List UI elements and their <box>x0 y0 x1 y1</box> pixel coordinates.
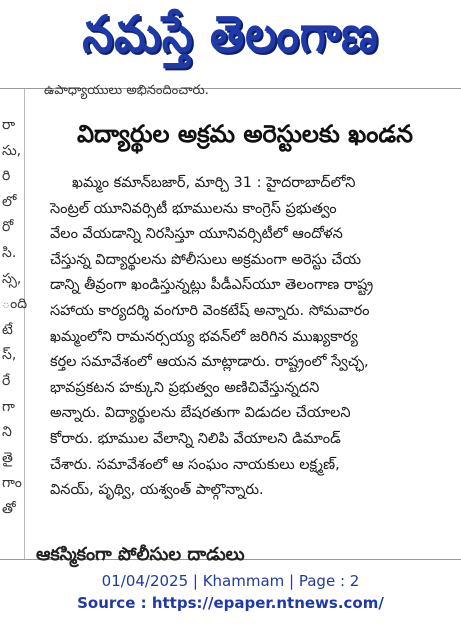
margin-fragment: తో <box>2 501 16 517</box>
article-line: ఖమ్మం కమాన్‌బజార్, మార్చి 31 : హైదరాబాద్‌లోని <box>72 175 356 191</box>
article-line: వినయ్, పృథ్వి, యశ్వంత్ పాల్గొన్నారు. <box>50 482 264 499</box>
article-line: చేశారు. సమావేశంలో ఆ సంఘం నాయకులు లక్ష్మణ్, <box>50 456 340 473</box>
margin-fragment: ంది <box>2 296 28 313</box>
article-line: చేస్తున్న విద్యార్థులను పోలీసులు అక్రమంగా అరెస్టు చేయ <box>50 251 362 268</box>
clipping-footer <box>0 570 461 614</box>
margin-fragment: స్స, <box>2 270 22 287</box>
article-line: సహాయ కార్యదర్శి వంగూరి వెంకటేష్ అన్నారు. సోమవారం <box>50 302 370 319</box>
article-line: అన్నారు. విద్యార్థులను బేషరతుగా విడుదల చేయాలని <box>50 405 351 422</box>
margin-fragment: ని <box>2 424 12 441</box>
margin-fragment: రా <box>2 117 16 133</box>
margin-fragment: రో <box>2 219 14 236</box>
margin-fragment: సు, <box>2 142 22 159</box>
next-article-fragment <box>36 544 454 565</box>
article-line: డాన్ని తీవ్రంగా ఖండిస్తున్నట్లు పీడీఎస్‌యూ తెలంగాణ రాష్ట్ర <box>50 277 374 294</box>
margin-fragment: తై <box>2 449 13 466</box>
margin-fragment: గాం <box>2 475 22 492</box>
adjacent-column-fragment <box>0 89 28 559</box>
margin-fragment: టే <box>2 321 13 338</box>
article-line: భావప్రకటన హక్కుని ప్రభుత్వం అణిచివేస్తున్నదని <box>50 379 320 396</box>
margin-fragment: రే <box>2 373 11 389</box>
margin-fragment: సి. <box>2 245 17 261</box>
margin-fragment: రి <box>2 168 11 185</box>
article-line: ఖమ్మంలోని రామనర్సయ్య భవన్‌లో జరిగిన ముఖ్యకార్య <box>50 328 358 345</box>
article-clipping <box>0 83 461 565</box>
newspaper-masthead <box>0 0 461 82</box>
source-link[interactable]: Source : https://epaper.ntnews.com/ <box>77 594 384 612</box>
edition-info: 01/04/2025 | Khammam | Page : 2 <box>101 572 360 590</box>
margin-fragment: లో <box>2 193 17 210</box>
article-body <box>50 171 448 504</box>
article-line: సెంట్రల్ యూనివర్సిటీ భూములను కాంగ్రెస్ ప్రభుత్వం <box>50 200 337 217</box>
margin-fragment: గా <box>2 398 15 415</box>
article-line: వేలం వేయడాన్ని నిరసిస్తూ యూనివర్సిటీలో ఆందోళన <box>50 226 343 243</box>
masthead-title: నమస్తే తెలంగాణ <box>82 5 379 64</box>
next-headline-fragment: ఆకస్మికంగా పోలీసుల దాడులు <box>36 544 245 565</box>
previous-article-fragment: ఉపాధ్యాయులు అభినందించారు. <box>44 83 209 98</box>
margin-fragment: స్, <box>2 347 17 364</box>
article-line: కోరారు. భూముల వేలాన్ని నిలిపి వేయాలని డిమాండ్ <box>50 430 341 447</box>
headline-text: విద్యార్థుల అక్రమ అరెస్టులకు ఖండన <box>76 120 414 148</box>
article-line: కర్తల సమావేశంలో ఆయన మాట్లాడారు. రాష్ట్రంలో స్వేచ్ఛ, <box>50 354 369 371</box>
article-headline <box>36 117 454 157</box>
